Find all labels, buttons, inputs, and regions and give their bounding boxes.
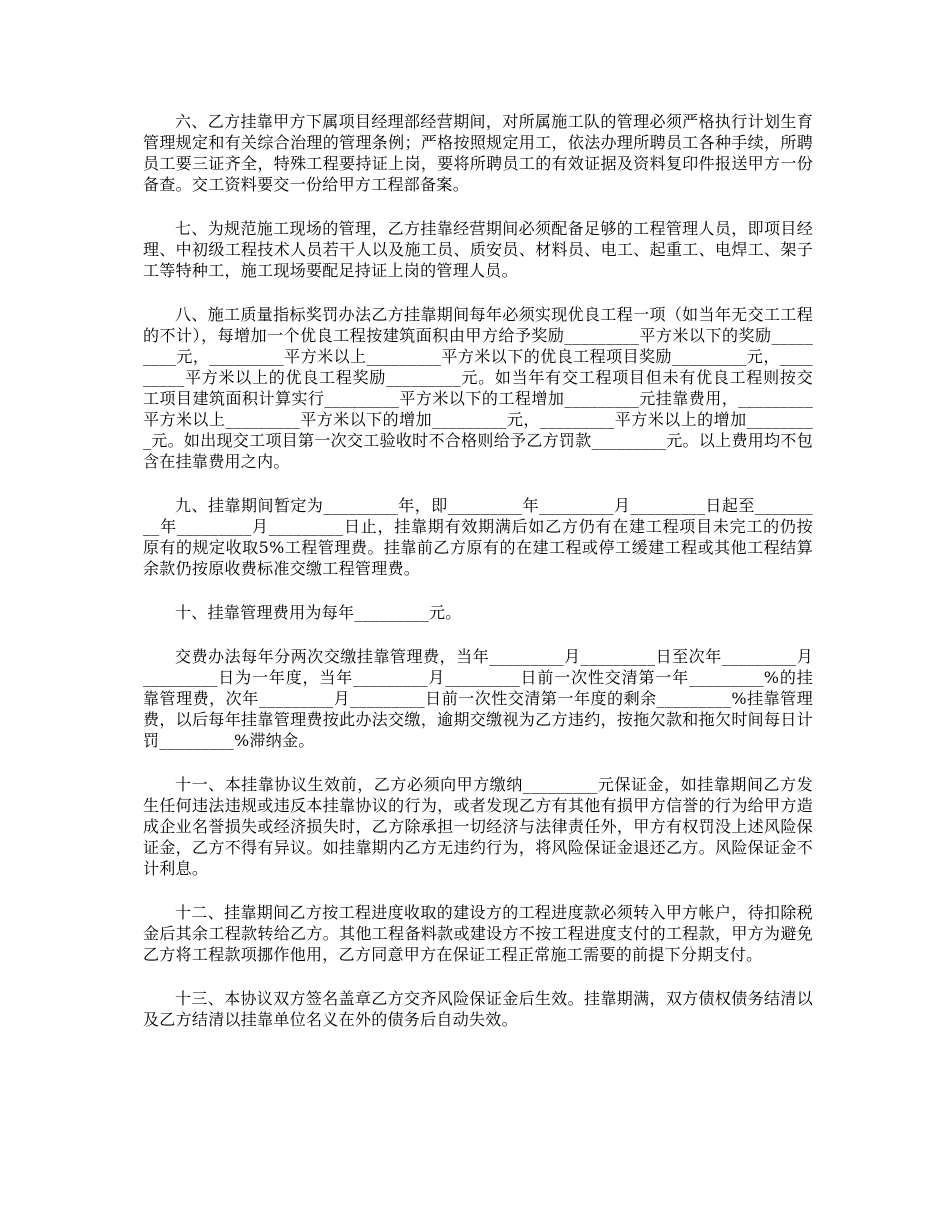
payment-method-paragraph: 交费办法每年分两次交缴挂靠管理费，当年_________月_________日至次年_________月_________日为一年度，当年_________月_________日前一次性交清第一年_________%的挂靠管理费，次年_________月_________日前一次性交清第一年度的剩余_________%挂靠管理费，以后每年挂靠管理费按此办法交缴，逾期交缴视为乙方违约，按拖欠款和拖欠时间每日计罚_________%滞纳金。 <box>143 647 813 750</box>
clause-12-paragraph: 十二、挂靠期间乙方按工程进度收取的建设方的工程进度款必须转入甲方帐户，待扣除税金后其余工程款转给乙方。其他工程备料款或建设方不按工程进度支付的工程款，甲方为避免乙方将工程款项挪作他用，乙方同意甲方在保证工程正常施工需要的前提下分期支付。 <box>143 903 813 964</box>
clause-6-paragraph: 六、乙方挂靠甲方下属项目经理部经营期间，对所属施工队的管理必须严格执行计划生育管理规定和有关综合治理的管理条例；严格按照规定用工，依法办理所聘员工各种手续，所聘员工要三证齐全，特殊工程要持证上岗，要将所聘员工的有效证据及资料复印件报送甲方一份备查。交工资料要交一份给甲方工程部备案。 <box>143 112 813 194</box>
clause-10-paragraph: 十、挂靠管理费用为每年_________元。 <box>175 603 462 622</box>
clause-11-paragraph: 十一、本挂靠协议生效前，乙方必须向甲方缴纳_________元保证金，如挂靠期间乙方发生任何违法违规或违反本挂靠协议的行为，或者发现乙方有其他有损甲方信誉的行为给甲方造成企业名誉损失或经济损失时，乙方除承担一切经济与法律责任外，甲方有权罚没上述风险保证金，乙方不得有异议。如挂靠期内乙方无违约行为，将风险保证金退还乙方。风险保证金不计利息。 <box>143 775 813 878</box>
clause-8-paragraph: 八、施工质量指标奖罚办法乙方挂靠期间每年必须实现优良工程一项（如当年无交工工程的不计），每增加一个优良工程按建筑面积由甲方给予奖励_________平方米以下的奖励_________元，_________平方米以上_________平方米以下的优良工程项目奖励_________元，_________平方米以上的优良工程奖励_________元。如当年有交工程项目但未有优良工程则按交工项目建筑面积计算实行_________平方米以下的工程增加_________元挂靠费用，_________平方米以上_________平方米以下的增加_________元，_________平方米以上的增加_________元。如出现交工项目第一次交工验收时不合格则给予乙方罚款_________元。以上费用均不包含在挂靠费用之内。 <box>143 305 813 471</box>
clause-13-paragraph: 十三、本协议双方签名盖章乙方交齐风险保证金后生效。挂靠期满，双方债权债务结清以及乙方结清以挂靠单位名义在外的债务后自动失效。 <box>143 989 813 1029</box>
clause-7-paragraph: 七、为规范施工现场的管理，乙方挂靠经营期间必须配备足够的工程管理人员，即项目经理、中初级工程技术人员若干人以及施工员、质安员、材料员、电工、起重工、电焊工、架子工等特种工，施工现场要配足持证上岗的管理人员。 <box>143 219 813 280</box>
document-body <box>143 111 813 1053</box>
clause-9-paragraph: 九、挂靠期间暂定为_________年，即_________年_________月_________日起至_________年_________月_________日止，挂靠期有效期满后如乙方仍有在建工程项目未完工的仍按原有的规定收取5%工程管理费。挂靠前乙方原有的在建工程或停工缓建工程或其他工程结算余款仍按原收费标准交缴工程管理费。 <box>143 496 813 578</box>
